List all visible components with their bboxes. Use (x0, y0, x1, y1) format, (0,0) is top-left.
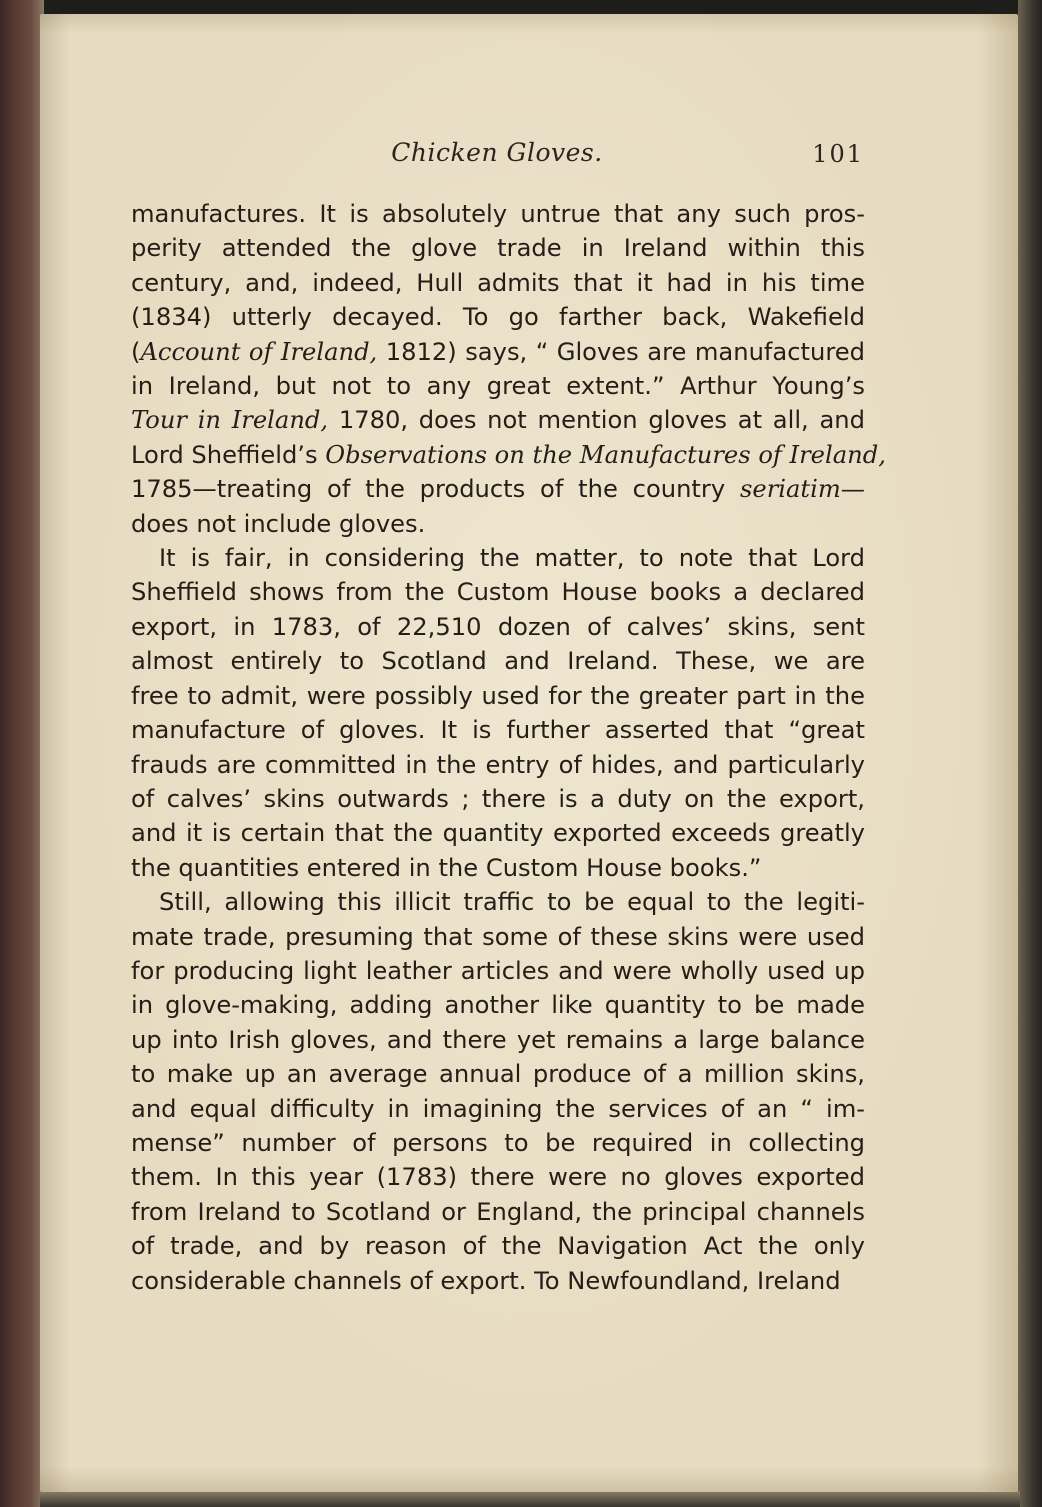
italic-text: Observations on the Manufactures of Ireland, (325, 440, 886, 469)
text-segment: export, in 1783, of 22,510 dozen of calves’ skins, sent (131, 612, 865, 641)
text-segment: from Ireland to Scotland or England, the principal channels (131, 1197, 865, 1226)
text-segment: for producing light leather articles and were wholly used up (131, 956, 865, 985)
text-segment: 1780, does not mention gloves at all, and (328, 406, 865, 435)
text-line (131, 782, 865, 816)
text-line (131, 472, 865, 506)
text-line (131, 713, 865, 747)
text-segment: Lord Sheffield’s (131, 440, 326, 469)
page-number: 101 (812, 140, 864, 168)
italic-text: Tour in Ireland, (131, 406, 329, 435)
text-segment: mate trade, presuming that some of these skins were used (131, 922, 865, 951)
text-segment: of calves’ skins outwards ; there is a duty on the export, (131, 784, 865, 813)
text-line (131, 266, 865, 300)
text-line (131, 575, 865, 609)
text-line (131, 1195, 865, 1229)
text-line (131, 851, 865, 885)
text-line (131, 610, 865, 644)
text-line (131, 231, 865, 265)
text-segment: of trade, and by reason of the Navigation Act the only (131, 1232, 865, 1261)
text-segment: the quantities entered in the Custom House books.” (131, 853, 762, 882)
text-line (131, 1057, 865, 1091)
paragraph-3 (131, 885, 865, 1298)
paragraph-2 (131, 541, 865, 885)
text-segment: and it is certain that the quantity exported exceeds greatly (131, 819, 865, 848)
text-line (131, 438, 886, 472)
text-segment: to make up an average annual produce of a million skins, (131, 1060, 865, 1089)
text-segment: (1834) utterly decayed. To go farther back, Wakefield (131, 303, 865, 332)
text-line (131, 1126, 865, 1160)
text-line (131, 1160, 865, 1194)
text-segment: Sheffield shows from the Custom House books a declared (131, 578, 865, 607)
text-segment: perity attended the glove trade in Ireland within this (131, 234, 865, 263)
text-segment: Still, allowing this illicit traffic to be equal to the legiti- (159, 888, 865, 917)
running-title: Chicken Gloves. (391, 138, 603, 167)
running-head (130, 138, 864, 178)
text-segment: in Ireland, but not to any great extent.” Arthur Young’s (131, 372, 865, 401)
text-segment: considerable channels of export. To Newfoundland, Ireland (131, 1266, 841, 1295)
text-segment: mense” number of persons to be required in collecting (131, 1128, 865, 1157)
text-segment: frauds are committed in the entry of hides, and particularly (131, 750, 865, 779)
text-segment: manufacture of gloves. It is further asserted that “great (131, 716, 865, 745)
text-segment: and equal difficulty in imagining the services of an “ im- (131, 1094, 865, 1123)
text-segment: almost entirely to Scotland and Ireland. These, we are (131, 647, 865, 676)
text-line (131, 1092, 865, 1126)
text-line (131, 920, 865, 954)
text-segment: century, and, indeed, Hull admits that it had in his time (131, 268, 865, 297)
italic-text: seriatim— (739, 475, 865, 504)
text-segment: 1785—treating of the products of the country (131, 475, 740, 504)
text-line (131, 300, 865, 334)
text-line (131, 816, 865, 850)
text-segment: It is fair, in considering the matter, to note that Lord (159, 544, 865, 573)
text-line (131, 369, 865, 403)
book-binding (0, 0, 44, 1507)
paragraph-1 (131, 197, 886, 541)
text-segment: them. In this year (1783) there were no gloves exported (131, 1163, 865, 1192)
text-segment: free to admit, were possibly used for the greater part in the (131, 681, 865, 710)
body-text (131, 197, 886, 1298)
text-line (131, 197, 865, 231)
text-line (131, 335, 865, 369)
text-line (131, 954, 865, 988)
text-line (131, 1023, 865, 1057)
text-line (131, 885, 865, 919)
text-line (131, 679, 865, 713)
text-segment: up into Irish gloves, and there yet remains a large balance (131, 1025, 865, 1054)
text-segment: in glove-making, adding another like quantity to be made (131, 991, 865, 1020)
text-line (131, 541, 865, 575)
text-line (131, 1229, 865, 1263)
text-line (131, 748, 865, 782)
text-segment: ( (131, 337, 141, 366)
text-segment: 1812) says, “ Gloves are manufactured (377, 337, 865, 366)
text-segment: manufactures. It is absolutely untrue that any such pros- (131, 200, 865, 228)
text-line (131, 644, 865, 678)
text-line (131, 988, 865, 1022)
page-edge-right (1018, 0, 1042, 1507)
page-edge-bottom (40, 1491, 1020, 1507)
text-line (131, 403, 865, 437)
text-line (131, 1264, 865, 1298)
italic-text: Account of Ireland, (140, 337, 378, 366)
text-line (131, 507, 865, 541)
text-segment: does not include gloves. (131, 509, 426, 538)
